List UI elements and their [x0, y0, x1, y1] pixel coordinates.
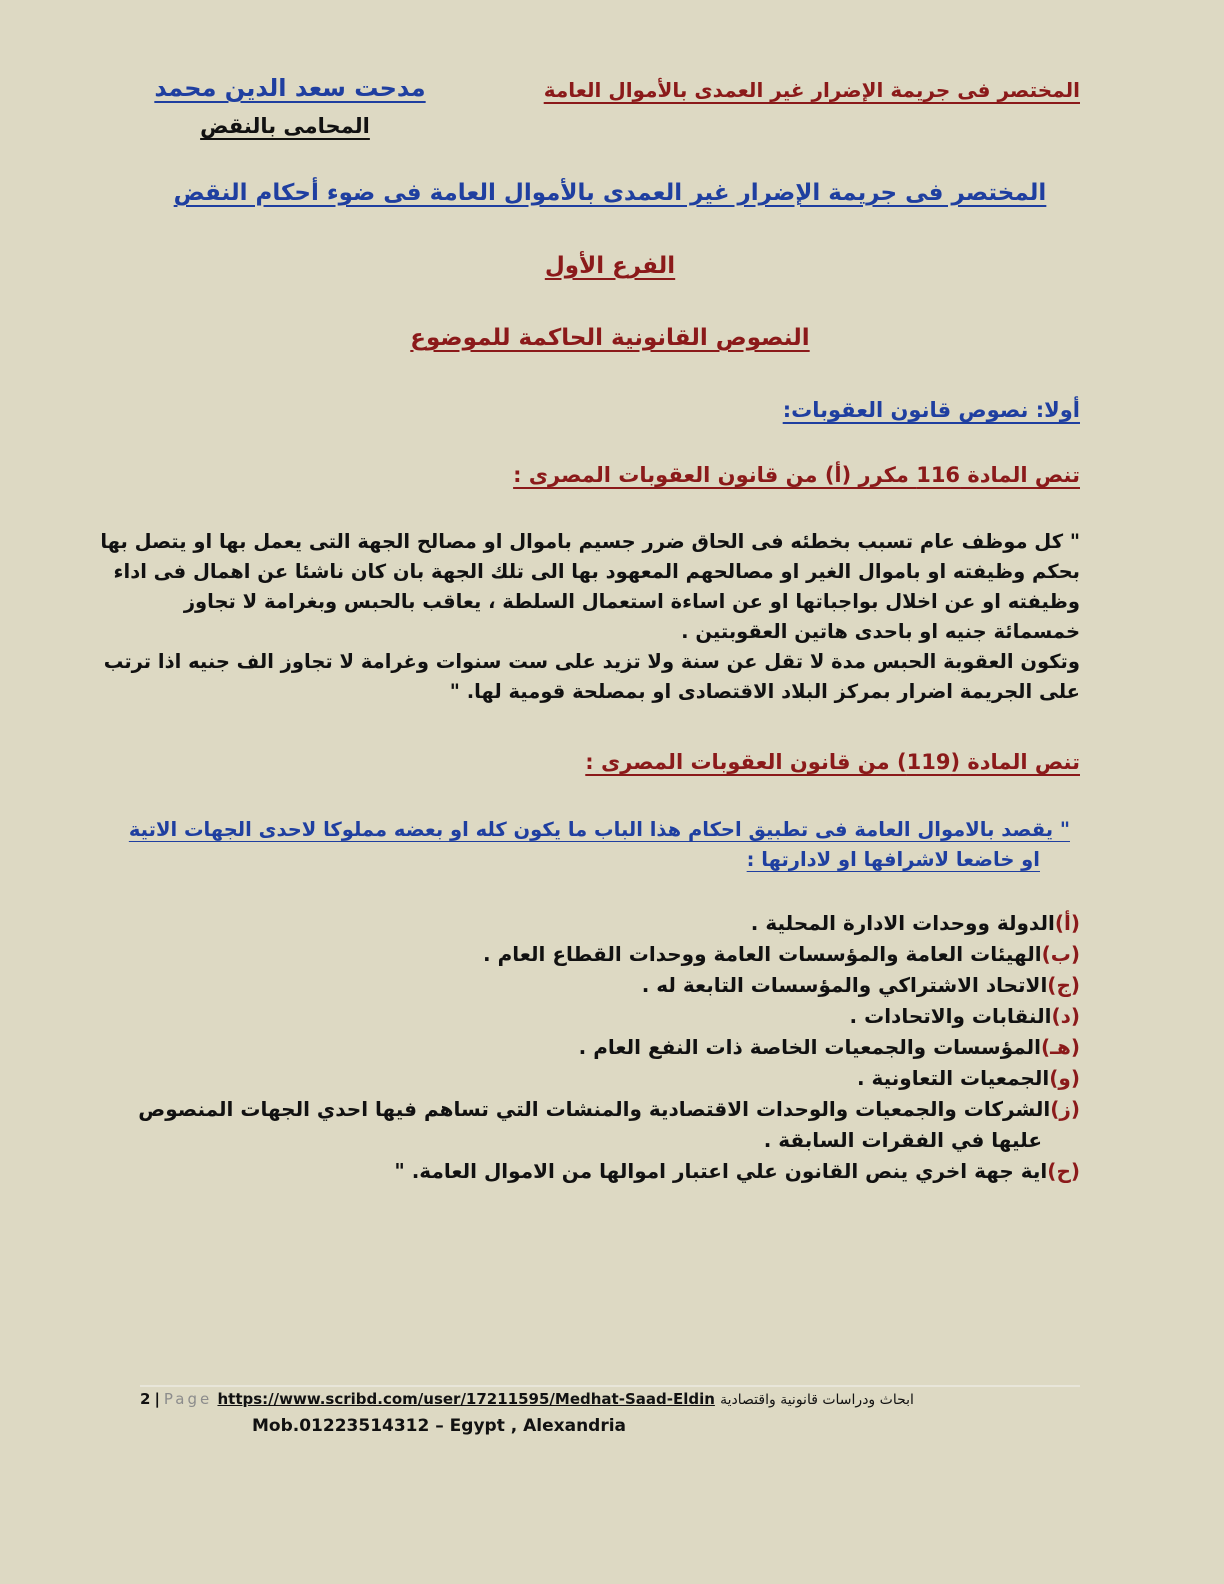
article116-line: وتكون العقوبة الحبس مدة لا تقل عن سنة ولا تزيد على ست سنوات وغرامة لا تجاوز الف جنيه اذا ترتب [103, 650, 1080, 673]
list-text: المؤسسات والجمعيات الخاصة ذات النفع العام . [578, 1035, 1042, 1059]
article116-line: وظيفته او عن اخلال بواجباتها او عن اساءة استعمال السلطة ، يعاقب بالحبس وبغرامة لا تجاوز [183, 590, 1080, 613]
list-item [200, 1032, 1080, 1063]
article116-line: خمسمائة جنيه او باحدى هاتين العقوبتين . [681, 620, 1080, 643]
list-text: الاتحاد الاشتراكي والمؤسسات التابعة له . [641, 973, 1048, 997]
list-text: الشركات والجمعيات والوحدات الاقتصادية والمنشات التي تساهم فيها احدي الجهات المنصوص [138, 1097, 1051, 1121]
list-item [200, 908, 1080, 939]
footer-link[interactable]: https://www.scribd.com/user/17211595/Medhat-Saad-Eldin [217, 1390, 715, 1408]
section-title: الفرع الأول [544, 253, 676, 279]
entities-list [138, 908, 1080, 1187]
list-text: عليها في الفقرات السابقة . [763, 1128, 1042, 1152]
page-number: 2 [140, 1390, 151, 1408]
footer-line [140, 1390, 914, 1408]
article116-line: بحكم وظيفته او باموال الغير او مصالحهم المعهود بها الى تلك الجهة بان كان ناشئا عن اهمال فى اداء [113, 560, 1080, 583]
list-marker: (ح) [1047, 1159, 1080, 1183]
article116-body [100, 527, 1080, 707]
article119-intro-line: " يقصد بالاموال العامة فى تطبيق احكام هذا الباب ما يكون كله او بعضه مملوكا لاحدى الجهات الاتية [128, 818, 1070, 841]
section-subtitle: النصوص القانونية الحاكمة للموضوع [410, 325, 810, 351]
list-marker: (ج) [1047, 973, 1080, 997]
list-item-continuation [200, 1125, 1080, 1156]
main-title: المختصر فى جريمة الإضرار غير العمدى بالأموال العامة فى ضوء أحكام النقض [173, 180, 1047, 206]
list-item [200, 1063, 1080, 1094]
list-item [200, 939, 1080, 970]
list-item [200, 1001, 1080, 1032]
article116-line: على الجريمة اضرار بمركز البلاد الاقتصادى او بمصلحة قومية لها. " [449, 680, 1080, 703]
page-label: Page [163, 1390, 213, 1408]
list-item [138, 1094, 1080, 1125]
list-item [200, 970, 1080, 1001]
footer-tagline: ابحاث ودراسات قانونية واقتصادية [720, 1392, 914, 1408]
author-name: مدحت سعد الدين محمد [154, 74, 426, 102]
list-text: الدولة ووحدات الادارة المحلية . [750, 911, 1055, 935]
list-text: النقابات والاتحادات . [849, 1004, 1052, 1028]
list-text: الهيئات العامة والمؤسسات العامة ووحدات القطاع العام . [483, 942, 1042, 966]
footer-separator: | [154, 1390, 160, 1408]
article119-intro-line: او خاضعا لاشرافها او لادارتها : [746, 848, 1040, 871]
part1-heading: أولا: نصوص قانون العقوبات: [782, 398, 1080, 422]
list-marker: (هـ) [1041, 1035, 1080, 1059]
list-marker: (أ) [1054, 911, 1080, 935]
list-item [200, 1156, 1080, 1187]
list-marker: (ب) [1041, 942, 1080, 966]
list-marker: (ز) [1050, 1097, 1080, 1121]
article119-intro [128, 815, 1070, 875]
list-marker: (و) [1049, 1066, 1080, 1090]
article116-line: " كل موظف عام تسبب بخطئه فى الحاق ضرر جسيم باموال او مصالح الجهة التى يعمل بها او يتصل بها [100, 530, 1080, 553]
header-title: المختصر فى جريمة الإضرار غير العمدى بالأموال العامة [543, 78, 1080, 102]
author-role: المحامى بالنقض [200, 114, 370, 138]
footer-contact: Mob.01223514312 – Egypt , Alexandria [252, 1416, 627, 1436]
footer-divider [140, 1385, 1080, 1387]
article119-heading: تنص المادة (119) من قانون العقوبات المصرى : [585, 750, 1080, 774]
list-marker: (د) [1051, 1004, 1080, 1028]
list-text: الجمعيات التعاونية . [856, 1066, 1050, 1090]
article116-heading: تنص المادة 116 مكرر (أ) من قانون العقوبات المصرى : [513, 463, 1080, 487]
list-text: اية جهة اخري ينص القانون علي اعتبار اموالها من الاموال العامة. " [394, 1159, 1048, 1183]
page-footer [140, 1390, 1080, 1448]
